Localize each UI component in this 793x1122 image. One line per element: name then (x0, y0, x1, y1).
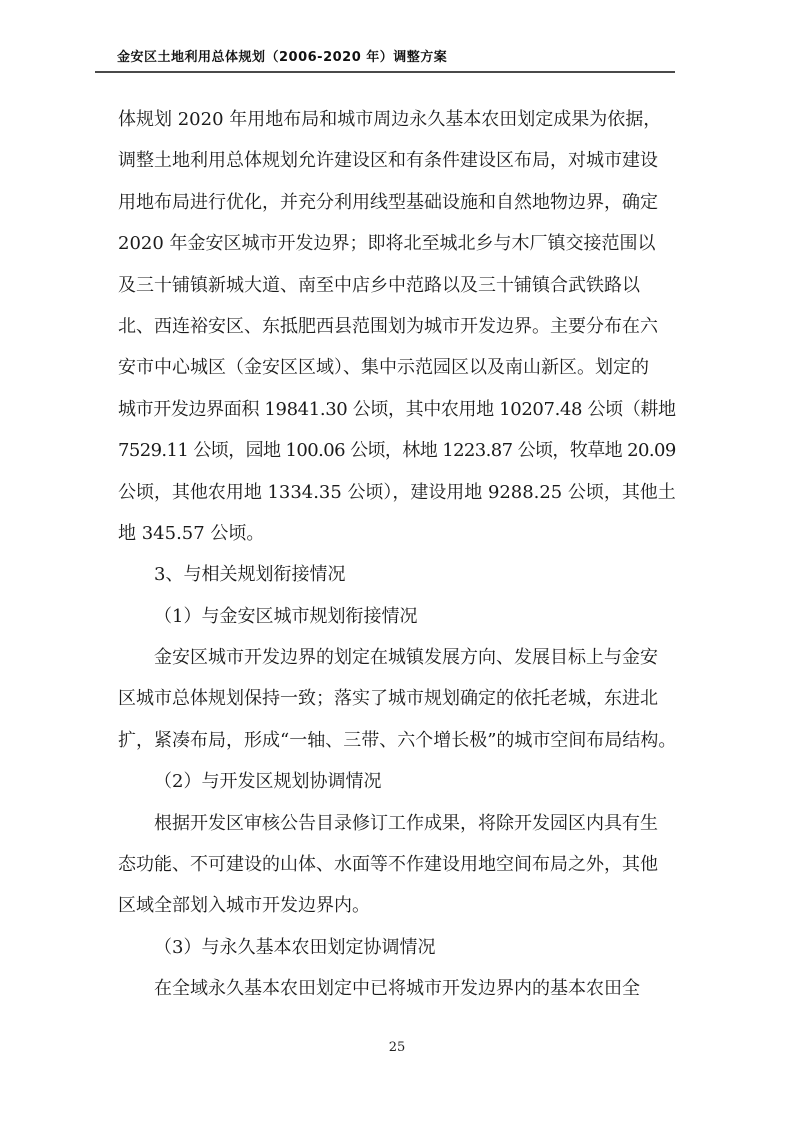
text-line: 3、与相关规划衔接情况 (154, 564, 346, 586)
text-line: 金安区城市开发边界的划定在城镇发展方向、发展目标上与金安 (154, 647, 658, 669)
text-line: 扩，紧凑布局，形成“一轴、三带、六个增长极”的城市空间布局结构。 (118, 729, 677, 751)
text-line: 用地布局进行优化，并充分利用线型基础设施和自然地物边界，确定 (118, 191, 658, 213)
text-line: 地 345.57 公顷。 (118, 522, 265, 544)
text-line: 安市中心城区（金安区区域）、集中示范园区以及南山新区。划定的 (118, 357, 649, 379)
text-line: 区城市总体规划保持一致；落实了城市规划确定的依托老城，东进北 (118, 688, 658, 710)
text-line: 调整土地利用总体规划允许建设区和有条件建设区布局，对城市建设 (118, 150, 658, 172)
text-line: （2）与开发区规划协调情况 (154, 771, 382, 793)
page-header (95, 46, 675, 73)
header-rule (95, 71, 675, 73)
text-line: 2020 年金安区城市开发边界；即将北至城北乡与木厂镇交接范围以 (118, 233, 656, 255)
text-line: 城市开发边界面积 19841.30 公顷，其中农用地 10207.48 公顷（耕地 (118, 398, 676, 420)
text-line: 区域全部划入城市开发边界内。 (118, 895, 370, 917)
text-line: 7529.11 公顷，园地 100.06 公顷，林地 1223.87 公顷，牧草地 20.09 (118, 440, 676, 462)
page-number: 25 (388, 1040, 406, 1055)
text-line: 体规划 2020 年用地布局和城市周边永久基本农田划定成果为依据， (118, 109, 662, 130)
text-line: （1）与金安区城市规划衔接情况 (154, 605, 418, 627)
text-line: 公顷，其他农用地 1334.35 公顷），建设用地 9288.25 公顷，其他土 (118, 481, 676, 503)
text-line: 北、西连裕安区、东抵肥西县范围划为城市开发边界。主要分布在六 (118, 315, 658, 337)
text-line: 根据开发区审核公告目录修订工作成果，将除开发园区内具有生 (154, 812, 658, 834)
text-line: （3）与永久基本农田划定协调情况 (154, 936, 436, 958)
text-line: 态功能、不可建设的山体、水面等不作建设用地空间布局之外，其他 (118, 854, 658, 876)
document-body (118, 99, 676, 1010)
text-line: 及三十铺镇新城大道、南至中店乡中范路以及三十铺镇合武铁路以 (118, 274, 640, 296)
header-title: 金安区土地利用总体规划（2006-2020 年）调整方案 (117, 50, 448, 65)
text-line: 在全域永久基本农田划定中已将城市开发边界内的基本农田全 (154, 978, 640, 1000)
page-footer (118, 1036, 676, 1055)
